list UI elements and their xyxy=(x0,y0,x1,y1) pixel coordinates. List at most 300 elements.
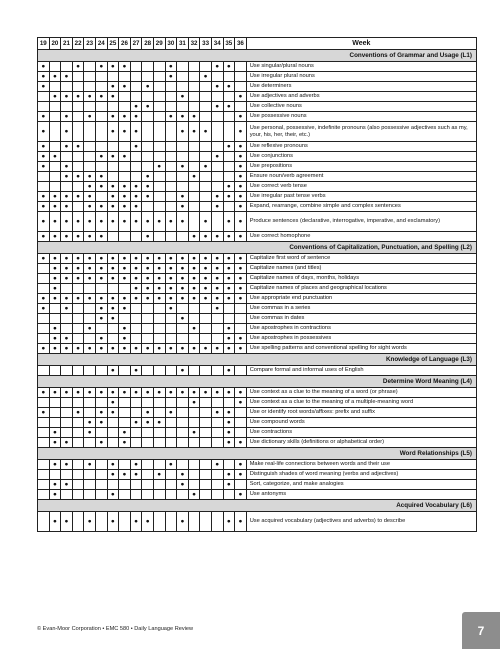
week-dot-icon: ● xyxy=(211,152,223,162)
week-dot-icon: ● xyxy=(119,344,131,354)
week-dot-icon: ● xyxy=(235,284,247,294)
empty-week-cell xyxy=(165,398,177,408)
empty-week-cell xyxy=(84,62,96,72)
empty-week-cell xyxy=(107,334,119,344)
empty-week-cell xyxy=(61,284,73,294)
empty-week-cell xyxy=(130,232,142,242)
week-dot-icon: ● xyxy=(177,314,189,324)
week-dot-icon: ● xyxy=(200,212,212,232)
week-dot-icon: ● xyxy=(211,192,223,202)
week-dot-icon: ● xyxy=(61,72,73,82)
week-dot-icon: ● xyxy=(107,152,119,162)
week-dot-icon: ● xyxy=(142,274,154,284)
week-dot-icon: ● xyxy=(130,112,142,122)
week-dot-icon: ● xyxy=(200,274,212,284)
empty-week-cell xyxy=(84,490,96,500)
week-dot-icon: ● xyxy=(153,344,165,354)
week-dot-icon: ● xyxy=(119,388,131,398)
empty-week-cell xyxy=(107,428,119,438)
section-row xyxy=(38,448,477,460)
empty-week-cell xyxy=(235,82,247,92)
week-dot-icon: ● xyxy=(61,142,73,152)
empty-week-cell xyxy=(200,82,212,92)
empty-week-cell xyxy=(142,62,154,72)
skill-label: Use adjectives and adverbs xyxy=(246,92,476,102)
empty-week-cell xyxy=(72,102,84,112)
week-dot-icon: ● xyxy=(235,202,247,212)
week-dot-icon: ● xyxy=(223,334,235,344)
week-dot-icon: ● xyxy=(223,254,235,264)
empty-week-cell xyxy=(223,172,235,182)
week-dot-icon: ● xyxy=(38,254,50,264)
week-dot-icon: ● xyxy=(84,428,96,438)
week-dot-icon: ● xyxy=(119,254,131,264)
skill-label: Use commas in a series xyxy=(246,304,476,314)
skill-row xyxy=(38,182,477,192)
empty-week-cell xyxy=(200,92,212,102)
empty-week-cell xyxy=(165,102,177,112)
week-dot-icon: ● xyxy=(223,324,235,334)
week-dot-icon: ● xyxy=(223,142,235,152)
empty-week-cell xyxy=(107,162,119,172)
week-dot-icon: ● xyxy=(119,274,131,284)
empty-week-cell xyxy=(49,398,61,408)
skill-row xyxy=(38,408,477,418)
empty-week-cell xyxy=(49,418,61,428)
section-row xyxy=(38,376,477,388)
week-number-35: 35 xyxy=(223,38,235,50)
skill-label: Capitalize first word of sentence xyxy=(246,254,476,264)
week-dot-icon: ● xyxy=(200,162,212,172)
week-dot-icon: ● xyxy=(235,388,247,398)
empty-week-cell xyxy=(72,314,84,324)
week-dot-icon: ● xyxy=(49,490,61,500)
empty-week-cell xyxy=(211,490,223,500)
week-dot-icon: ● xyxy=(223,232,235,242)
week-dot-icon: ● xyxy=(107,274,119,284)
skill-row xyxy=(38,294,477,304)
week-dot-icon: ● xyxy=(49,438,61,448)
empty-week-cell xyxy=(61,408,73,418)
week-dot-icon: ● xyxy=(153,212,165,232)
week-dot-icon: ● xyxy=(223,284,235,294)
week-dot-icon: ● xyxy=(177,192,189,202)
empty-week-cell xyxy=(142,366,154,376)
week-dot-icon: ● xyxy=(177,294,189,304)
week-dot-icon: ● xyxy=(38,162,50,172)
skill-row xyxy=(38,344,477,354)
empty-week-cell xyxy=(165,490,177,500)
week-dot-icon: ● xyxy=(188,232,200,242)
skill-row xyxy=(38,62,477,72)
skill-label: Use correct verb tense xyxy=(246,182,476,192)
week-dot-icon: ● xyxy=(130,460,142,470)
week-dot-icon: ● xyxy=(95,438,107,448)
week-dot-icon: ● xyxy=(61,304,73,314)
week-dot-icon: ● xyxy=(95,182,107,192)
week-dot-icon: ● xyxy=(130,142,142,152)
skill-label: Use context as a clue to the meaning of a word (or phrase) xyxy=(246,388,476,398)
empty-week-cell xyxy=(38,314,50,324)
empty-week-cell xyxy=(200,480,212,490)
skill-label: Use personal, possessive, indefinite pronouns (also possessive adjectives such as my, your, his, her, their, etc.) xyxy=(246,122,476,142)
empty-week-cell xyxy=(200,334,212,344)
week-dot-icon: ● xyxy=(235,192,247,202)
empty-week-cell xyxy=(142,314,154,324)
week-dot-icon: ● xyxy=(142,264,154,274)
week-dot-icon: ● xyxy=(49,192,61,202)
week-dot-icon: ● xyxy=(142,512,154,532)
week-dot-icon: ● xyxy=(211,284,223,294)
empty-week-cell xyxy=(235,324,247,334)
empty-week-cell xyxy=(211,172,223,182)
empty-week-cell xyxy=(188,366,200,376)
week-dot-icon: ● xyxy=(38,344,50,354)
section-row xyxy=(38,50,477,62)
empty-week-cell xyxy=(200,102,212,112)
week-dot-icon: ● xyxy=(223,102,235,112)
empty-week-cell xyxy=(211,438,223,448)
empty-week-cell xyxy=(49,122,61,142)
week-dot-icon: ● xyxy=(223,212,235,232)
empty-week-cell xyxy=(153,182,165,192)
week-dot-icon: ● xyxy=(84,112,96,122)
empty-week-cell xyxy=(165,192,177,202)
skill-row xyxy=(38,470,477,480)
week-dot-icon: ● xyxy=(188,274,200,284)
empty-week-cell xyxy=(188,334,200,344)
empty-week-cell xyxy=(38,366,50,376)
week-dot-icon: ● xyxy=(107,470,119,480)
week-number-25: 25 xyxy=(107,38,119,50)
week-dot-icon: ● xyxy=(235,232,247,242)
empty-week-cell xyxy=(223,162,235,172)
week-dot-icon: ● xyxy=(235,398,247,408)
empty-week-cell xyxy=(211,142,223,152)
week-dot-icon: ● xyxy=(177,92,189,102)
skill-label: Use singular/plural nouns xyxy=(246,62,476,72)
week-dot-icon: ● xyxy=(188,490,200,500)
week-number-28: 28 xyxy=(142,38,154,50)
empty-week-cell xyxy=(223,92,235,102)
week-number-30: 30 xyxy=(165,38,177,50)
empty-week-cell xyxy=(84,82,96,92)
week-dot-icon: ● xyxy=(84,324,96,334)
week-dot-icon: ● xyxy=(211,82,223,92)
week-dot-icon: ● xyxy=(130,102,142,112)
week-dot-icon: ● xyxy=(235,490,247,500)
week-dot-icon: ● xyxy=(130,284,142,294)
week-dot-icon: ● xyxy=(235,438,247,448)
empty-week-cell xyxy=(84,438,96,448)
week-dot-icon: ● xyxy=(188,264,200,274)
week-number-19: 19 xyxy=(38,38,50,50)
week-heading: Week xyxy=(246,38,476,50)
empty-week-cell xyxy=(165,314,177,324)
empty-week-cell xyxy=(72,490,84,500)
week-dot-icon: ● xyxy=(49,324,61,334)
empty-week-cell xyxy=(200,314,212,324)
empty-week-cell xyxy=(61,82,73,92)
empty-week-cell xyxy=(142,92,154,102)
week-dot-icon: ● xyxy=(61,232,73,242)
week-dot-icon: ● xyxy=(84,274,96,284)
week-dot-icon: ● xyxy=(223,438,235,448)
skill-label: Use compound words xyxy=(246,418,476,428)
week-dot-icon: ● xyxy=(84,418,96,428)
skill-label: Use apostrophes in contractions xyxy=(246,324,476,334)
skill-row xyxy=(38,202,477,212)
empty-week-cell xyxy=(200,438,212,448)
week-dot-icon: ● xyxy=(223,512,235,532)
empty-week-cell xyxy=(107,438,119,448)
week-dot-icon: ● xyxy=(223,274,235,284)
empty-week-cell xyxy=(200,192,212,202)
week-dot-icon: ● xyxy=(49,460,61,470)
week-dot-icon: ● xyxy=(107,388,119,398)
empty-week-cell xyxy=(177,142,189,152)
empty-week-cell xyxy=(72,460,84,470)
skill-row xyxy=(38,162,477,172)
empty-week-cell xyxy=(72,304,84,314)
empty-week-cell xyxy=(119,162,131,172)
empty-week-cell xyxy=(177,408,189,418)
week-dot-icon: ● xyxy=(165,212,177,232)
empty-week-cell xyxy=(142,480,154,490)
week-dot-icon: ● xyxy=(200,72,212,82)
empty-week-cell xyxy=(84,304,96,314)
week-dot-icon: ● xyxy=(95,172,107,182)
empty-week-cell xyxy=(61,418,73,428)
empty-week-cell xyxy=(177,182,189,192)
week-dot-icon: ● xyxy=(38,192,50,202)
week-dot-icon: ● xyxy=(130,512,142,532)
empty-week-cell xyxy=(130,72,142,82)
empty-week-cell xyxy=(84,102,96,112)
week-dot-icon: ● xyxy=(130,418,142,428)
section-heading: Word Relationships (L5) xyxy=(38,448,477,460)
week-dot-icon: ● xyxy=(49,344,61,354)
empty-week-cell xyxy=(119,314,131,324)
week-dot-icon: ● xyxy=(95,304,107,314)
empty-week-cell xyxy=(61,470,73,480)
skill-row xyxy=(38,82,477,92)
empty-week-cell xyxy=(223,122,235,142)
week-dot-icon: ● xyxy=(223,388,235,398)
week-dot-icon: ● xyxy=(235,470,247,480)
section-row xyxy=(38,354,477,366)
empty-week-cell xyxy=(200,182,212,192)
week-dot-icon: ● xyxy=(130,254,142,264)
empty-week-cell xyxy=(165,122,177,142)
empty-week-cell xyxy=(142,460,154,470)
week-dot-icon: ● xyxy=(72,232,84,242)
empty-week-cell xyxy=(188,418,200,428)
empty-week-cell xyxy=(177,438,189,448)
week-dot-icon: ● xyxy=(107,294,119,304)
skill-label: Compare formal and informal uses of English xyxy=(246,366,476,376)
empty-week-cell xyxy=(95,460,107,470)
empty-week-cell xyxy=(130,82,142,92)
skill-row xyxy=(38,142,477,152)
empty-week-cell xyxy=(107,172,119,182)
empty-week-cell xyxy=(72,438,84,448)
empty-week-cell xyxy=(84,470,96,480)
week-dot-icon: ● xyxy=(61,512,73,532)
empty-week-cell xyxy=(49,304,61,314)
week-dot-icon: ● xyxy=(61,294,73,304)
week-dot-icon: ● xyxy=(84,388,96,398)
empty-week-cell xyxy=(95,82,107,92)
empty-week-cell xyxy=(177,334,189,344)
week-dot-icon: ● xyxy=(38,62,50,72)
week-dot-icon: ● xyxy=(49,72,61,82)
week-dot-icon: ● xyxy=(107,512,119,532)
week-dot-icon: ● xyxy=(107,460,119,470)
empty-week-cell xyxy=(61,324,73,334)
week-dot-icon: ● xyxy=(235,162,247,172)
empty-week-cell xyxy=(119,512,131,532)
week-dot-icon: ● xyxy=(177,202,189,212)
week-dot-icon: ● xyxy=(142,82,154,92)
week-dot-icon: ● xyxy=(49,254,61,264)
week-dot-icon: ● xyxy=(153,162,165,172)
week-dot-icon: ● xyxy=(188,294,200,304)
week-dot-icon: ● xyxy=(235,172,247,182)
empty-week-cell xyxy=(142,162,154,172)
empty-week-cell xyxy=(200,152,212,162)
skill-row xyxy=(38,304,477,314)
week-dot-icon: ● xyxy=(153,418,165,428)
empty-week-cell xyxy=(95,142,107,152)
week-dot-icon: ● xyxy=(177,284,189,294)
empty-week-cell xyxy=(84,398,96,408)
empty-week-cell xyxy=(84,72,96,82)
empty-week-cell xyxy=(38,428,50,438)
empty-week-cell xyxy=(130,314,142,324)
week-dot-icon: ● xyxy=(235,264,247,274)
empty-week-cell xyxy=(84,142,96,152)
empty-week-cell xyxy=(49,470,61,480)
empty-week-cell xyxy=(153,112,165,122)
empty-week-cell xyxy=(119,418,131,428)
week-dot-icon: ● xyxy=(119,470,131,480)
week-dot-icon: ● xyxy=(95,408,107,418)
empty-week-cell xyxy=(95,470,107,480)
skill-label: Expand, rearrange, combine simple and complex sentences xyxy=(246,202,476,212)
week-dot-icon: ● xyxy=(72,142,84,152)
skill-label: Use spelling patterns and conventional spelling for sight words xyxy=(246,344,476,354)
skill-label: Produce sentences (declarative, interrogative, imperative, and exclamatory) xyxy=(246,212,476,232)
empty-week-cell xyxy=(38,284,50,294)
empty-week-cell xyxy=(153,398,165,408)
empty-week-cell xyxy=(188,480,200,490)
week-dot-icon: ● xyxy=(177,388,189,398)
week-dot-icon: ● xyxy=(119,334,131,344)
skill-label: Capitalize names of places and geographical locations xyxy=(246,284,476,294)
week-dot-icon: ● xyxy=(177,212,189,232)
skill-row xyxy=(38,460,477,470)
empty-week-cell xyxy=(153,460,165,470)
empty-week-cell xyxy=(72,480,84,490)
week-dot-icon: ● xyxy=(107,254,119,264)
empty-week-cell xyxy=(38,460,50,470)
skill-row xyxy=(38,366,477,376)
empty-week-cell xyxy=(165,480,177,490)
empty-week-cell xyxy=(211,428,223,438)
empty-week-cell xyxy=(211,418,223,428)
empty-week-cell xyxy=(177,304,189,314)
empty-week-cell xyxy=(153,438,165,448)
week-dot-icon: ● xyxy=(84,460,96,470)
empty-week-cell xyxy=(84,152,96,162)
skill-row xyxy=(38,254,477,264)
skill-row xyxy=(38,92,477,102)
empty-week-cell xyxy=(142,398,154,408)
empty-week-cell xyxy=(49,112,61,122)
week-dot-icon: ● xyxy=(107,344,119,354)
empty-week-cell xyxy=(61,314,73,324)
empty-week-cell xyxy=(177,490,189,500)
week-dot-icon: ● xyxy=(61,344,73,354)
week-dot-icon: ● xyxy=(119,182,131,192)
week-dot-icon: ● xyxy=(165,284,177,294)
week-dot-icon: ● xyxy=(130,294,142,304)
week-dot-icon: ● xyxy=(107,398,119,408)
empty-week-cell xyxy=(177,152,189,162)
empty-week-cell xyxy=(165,162,177,172)
empty-week-cell xyxy=(200,112,212,122)
empty-week-cell xyxy=(223,304,235,314)
week-dot-icon: ● xyxy=(188,398,200,408)
empty-week-cell xyxy=(38,470,50,480)
week-dot-icon: ● xyxy=(177,344,189,354)
week-dot-icon: ● xyxy=(235,142,247,152)
week-dot-icon: ● xyxy=(61,480,73,490)
week-dot-icon: ● xyxy=(165,72,177,82)
skill-label: Use collective nouns xyxy=(246,102,476,112)
empty-week-cell xyxy=(153,122,165,142)
empty-week-cell xyxy=(61,182,73,192)
skill-label: Use conjunctions xyxy=(246,152,476,162)
empty-week-cell xyxy=(38,398,50,408)
week-dot-icon: ● xyxy=(177,264,189,274)
week-dot-icon: ● xyxy=(84,212,96,232)
week-number-29: 29 xyxy=(153,38,165,50)
empty-week-cell xyxy=(211,122,223,142)
week-dot-icon: ● xyxy=(142,192,154,202)
empty-week-cell xyxy=(72,112,84,122)
week-dot-icon: ● xyxy=(107,112,119,122)
week-dot-icon: ● xyxy=(49,428,61,438)
empty-week-cell xyxy=(38,512,50,532)
empty-week-cell xyxy=(142,438,154,448)
empty-week-cell xyxy=(107,418,119,428)
empty-week-cell xyxy=(153,192,165,202)
week-dot-icon: ● xyxy=(95,334,107,344)
empty-week-cell xyxy=(165,334,177,344)
skill-label: Use irregular past tense verbs xyxy=(246,192,476,202)
week-dot-icon: ● xyxy=(119,112,131,122)
week-dot-icon: ● xyxy=(200,388,212,398)
week-dot-icon: ● xyxy=(211,408,223,418)
week-dot-icon: ● xyxy=(142,284,154,294)
week-dot-icon: ● xyxy=(38,294,50,304)
week-number-23: 23 xyxy=(84,38,96,50)
empty-week-cell xyxy=(130,62,142,72)
empty-week-cell xyxy=(153,304,165,314)
week-dot-icon: ● xyxy=(61,264,73,274)
